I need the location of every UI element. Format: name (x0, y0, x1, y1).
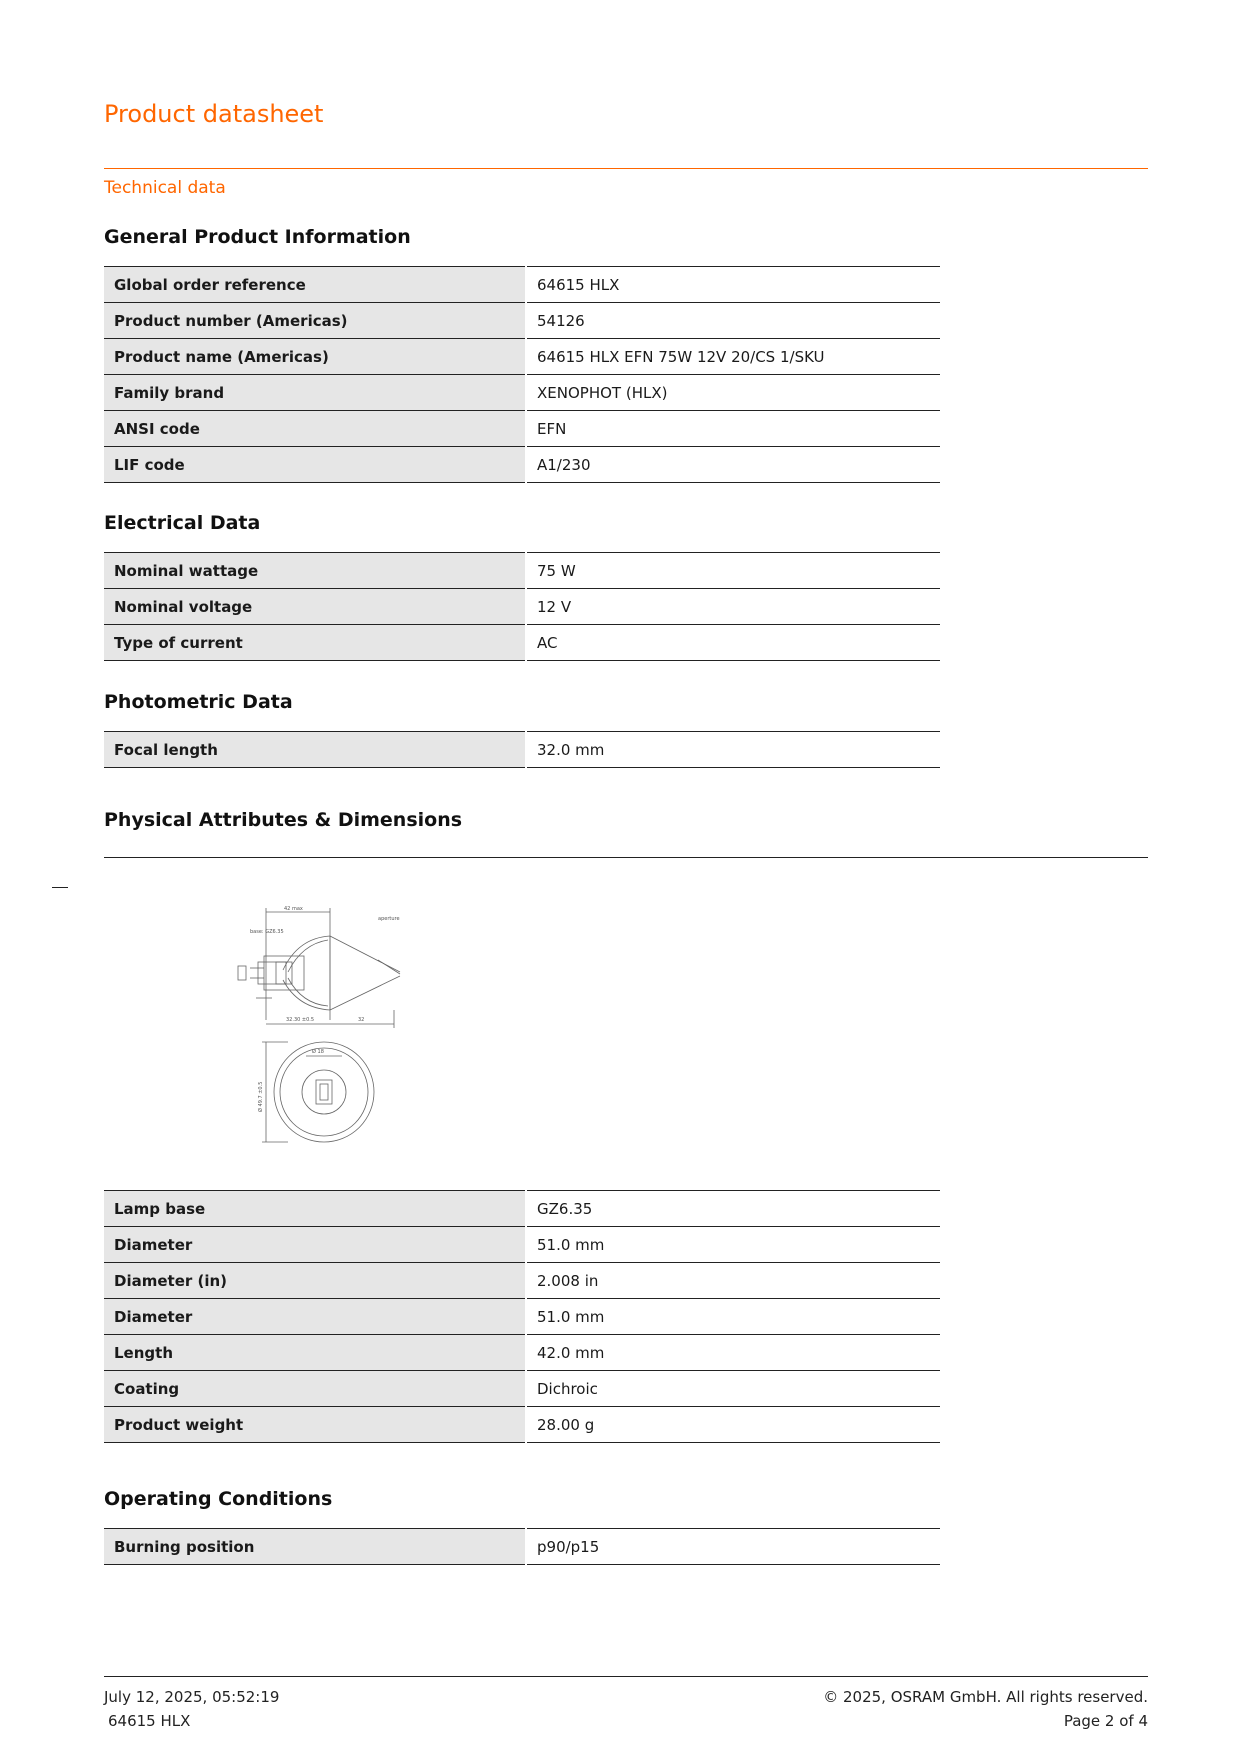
row-value: XENOPHOT (HLX) (526, 375, 940, 411)
page-title: Product datasheet (104, 100, 324, 128)
row-value: AC (526, 625, 940, 661)
table-row (104, 375, 940, 411)
table-row (104, 732, 940, 768)
general-heading: General Product Information (104, 226, 411, 248)
row-label: Product number (Americas) (104, 303, 526, 339)
row-label: LIF code (104, 447, 526, 483)
row-value: 2.008 in (526, 1263, 940, 1299)
drawing-dim-inner: Ø 18 (312, 1049, 324, 1055)
table-row (104, 1529, 940, 1565)
table-row (104, 1335, 940, 1371)
electrical-table (104, 552, 940, 661)
section-label: Technical data (104, 178, 226, 198)
margin-mark (52, 887, 68, 888)
lamp-dimension-drawing (228, 900, 428, 1160)
title-divider (104, 168, 1148, 169)
row-value: 32.0 mm (526, 732, 940, 768)
table-row (104, 1407, 940, 1443)
row-value: 12 V (526, 589, 940, 625)
footer-product: 64615 HLX (108, 1712, 191, 1730)
row-label: Diameter (104, 1227, 526, 1263)
photometric-table (104, 731, 940, 768)
operating-table (104, 1528, 940, 1565)
row-label: Length (104, 1335, 526, 1371)
row-label: Diameter (104, 1299, 526, 1335)
row-label: Burning position (104, 1529, 526, 1565)
row-label: Diameter (in) (104, 1263, 526, 1299)
operating-heading: Operating Conditions (104, 1488, 333, 1510)
photometric-heading: Photometric Data (104, 691, 293, 713)
table-row (104, 267, 940, 303)
row-label: Coating (104, 1371, 526, 1407)
row-value: A1/230 (526, 447, 940, 483)
row-label: Nominal voltage (104, 589, 526, 625)
row-value: Dichroic (526, 1371, 940, 1407)
row-value: GZ6.35 (526, 1191, 940, 1227)
row-label: Lamp base (104, 1191, 526, 1227)
drawing-dim-bottom: 32.30 ±0.5 (286, 1017, 315, 1023)
physical-table (104, 1190, 940, 1443)
row-value: 51.0 mm (526, 1299, 940, 1335)
row-value: 28.00 g (526, 1407, 940, 1443)
row-value: 75 W (526, 553, 940, 589)
row-label: ANSI code (104, 411, 526, 447)
footer-page-number: Page 2 of 4 (1063, 1712, 1148, 1730)
drawing-dim-focal: 32 (358, 1017, 365, 1023)
row-value: 64615 HLX EFN 75W 12V 20/CS 1/SKU (526, 339, 940, 375)
row-value: 54126 (526, 303, 940, 339)
physical-heading: Physical Attributes & Dimensions (104, 809, 463, 831)
row-label: Family brand (104, 375, 526, 411)
row-label: Nominal wattage (104, 553, 526, 589)
drawing-base-label: base: GZ6.35 (250, 929, 284, 935)
row-label: Focal length (104, 732, 526, 768)
row-label: Product name (Americas) (104, 339, 526, 375)
row-value: 42.0 mm (526, 1335, 940, 1371)
footer-copyright: © 2025, OSRAM GmbH. All rights reserved. (823, 1688, 1148, 1706)
row-label: Product weight (104, 1407, 526, 1443)
table-row (104, 447, 940, 483)
electrical-heading: Electrical Data (104, 512, 261, 534)
table-row (104, 339, 940, 375)
footer-date: July 12, 2025, 05:52:19 (104, 1688, 280, 1706)
table-row (104, 625, 940, 661)
table-row (104, 553, 940, 589)
row-label: Type of current (104, 625, 526, 661)
drawing-aperture-label: aperture (378, 916, 400, 922)
table-row (104, 589, 940, 625)
table-row (104, 1263, 940, 1299)
table-row (104, 1227, 940, 1263)
physical-divider (104, 857, 1148, 858)
row-value: 64615 HLX (526, 267, 940, 303)
row-label: Global order reference (104, 267, 526, 303)
table-row (104, 411, 940, 447)
row-value: EFN (526, 411, 940, 447)
drawing-dim-top: 42 max (284, 906, 303, 912)
table-row (104, 1299, 940, 1335)
footer-divider (104, 1676, 1148, 1677)
row-value: p90/p15 (526, 1529, 940, 1565)
table-row (104, 303, 940, 339)
drawing-dim-diameter: Ø 49.7 ±0.5 (258, 1081, 264, 1112)
table-row (104, 1371, 940, 1407)
general-table (104, 266, 940, 483)
row-value: 51.0 mm (526, 1227, 940, 1263)
table-row (104, 1191, 940, 1227)
